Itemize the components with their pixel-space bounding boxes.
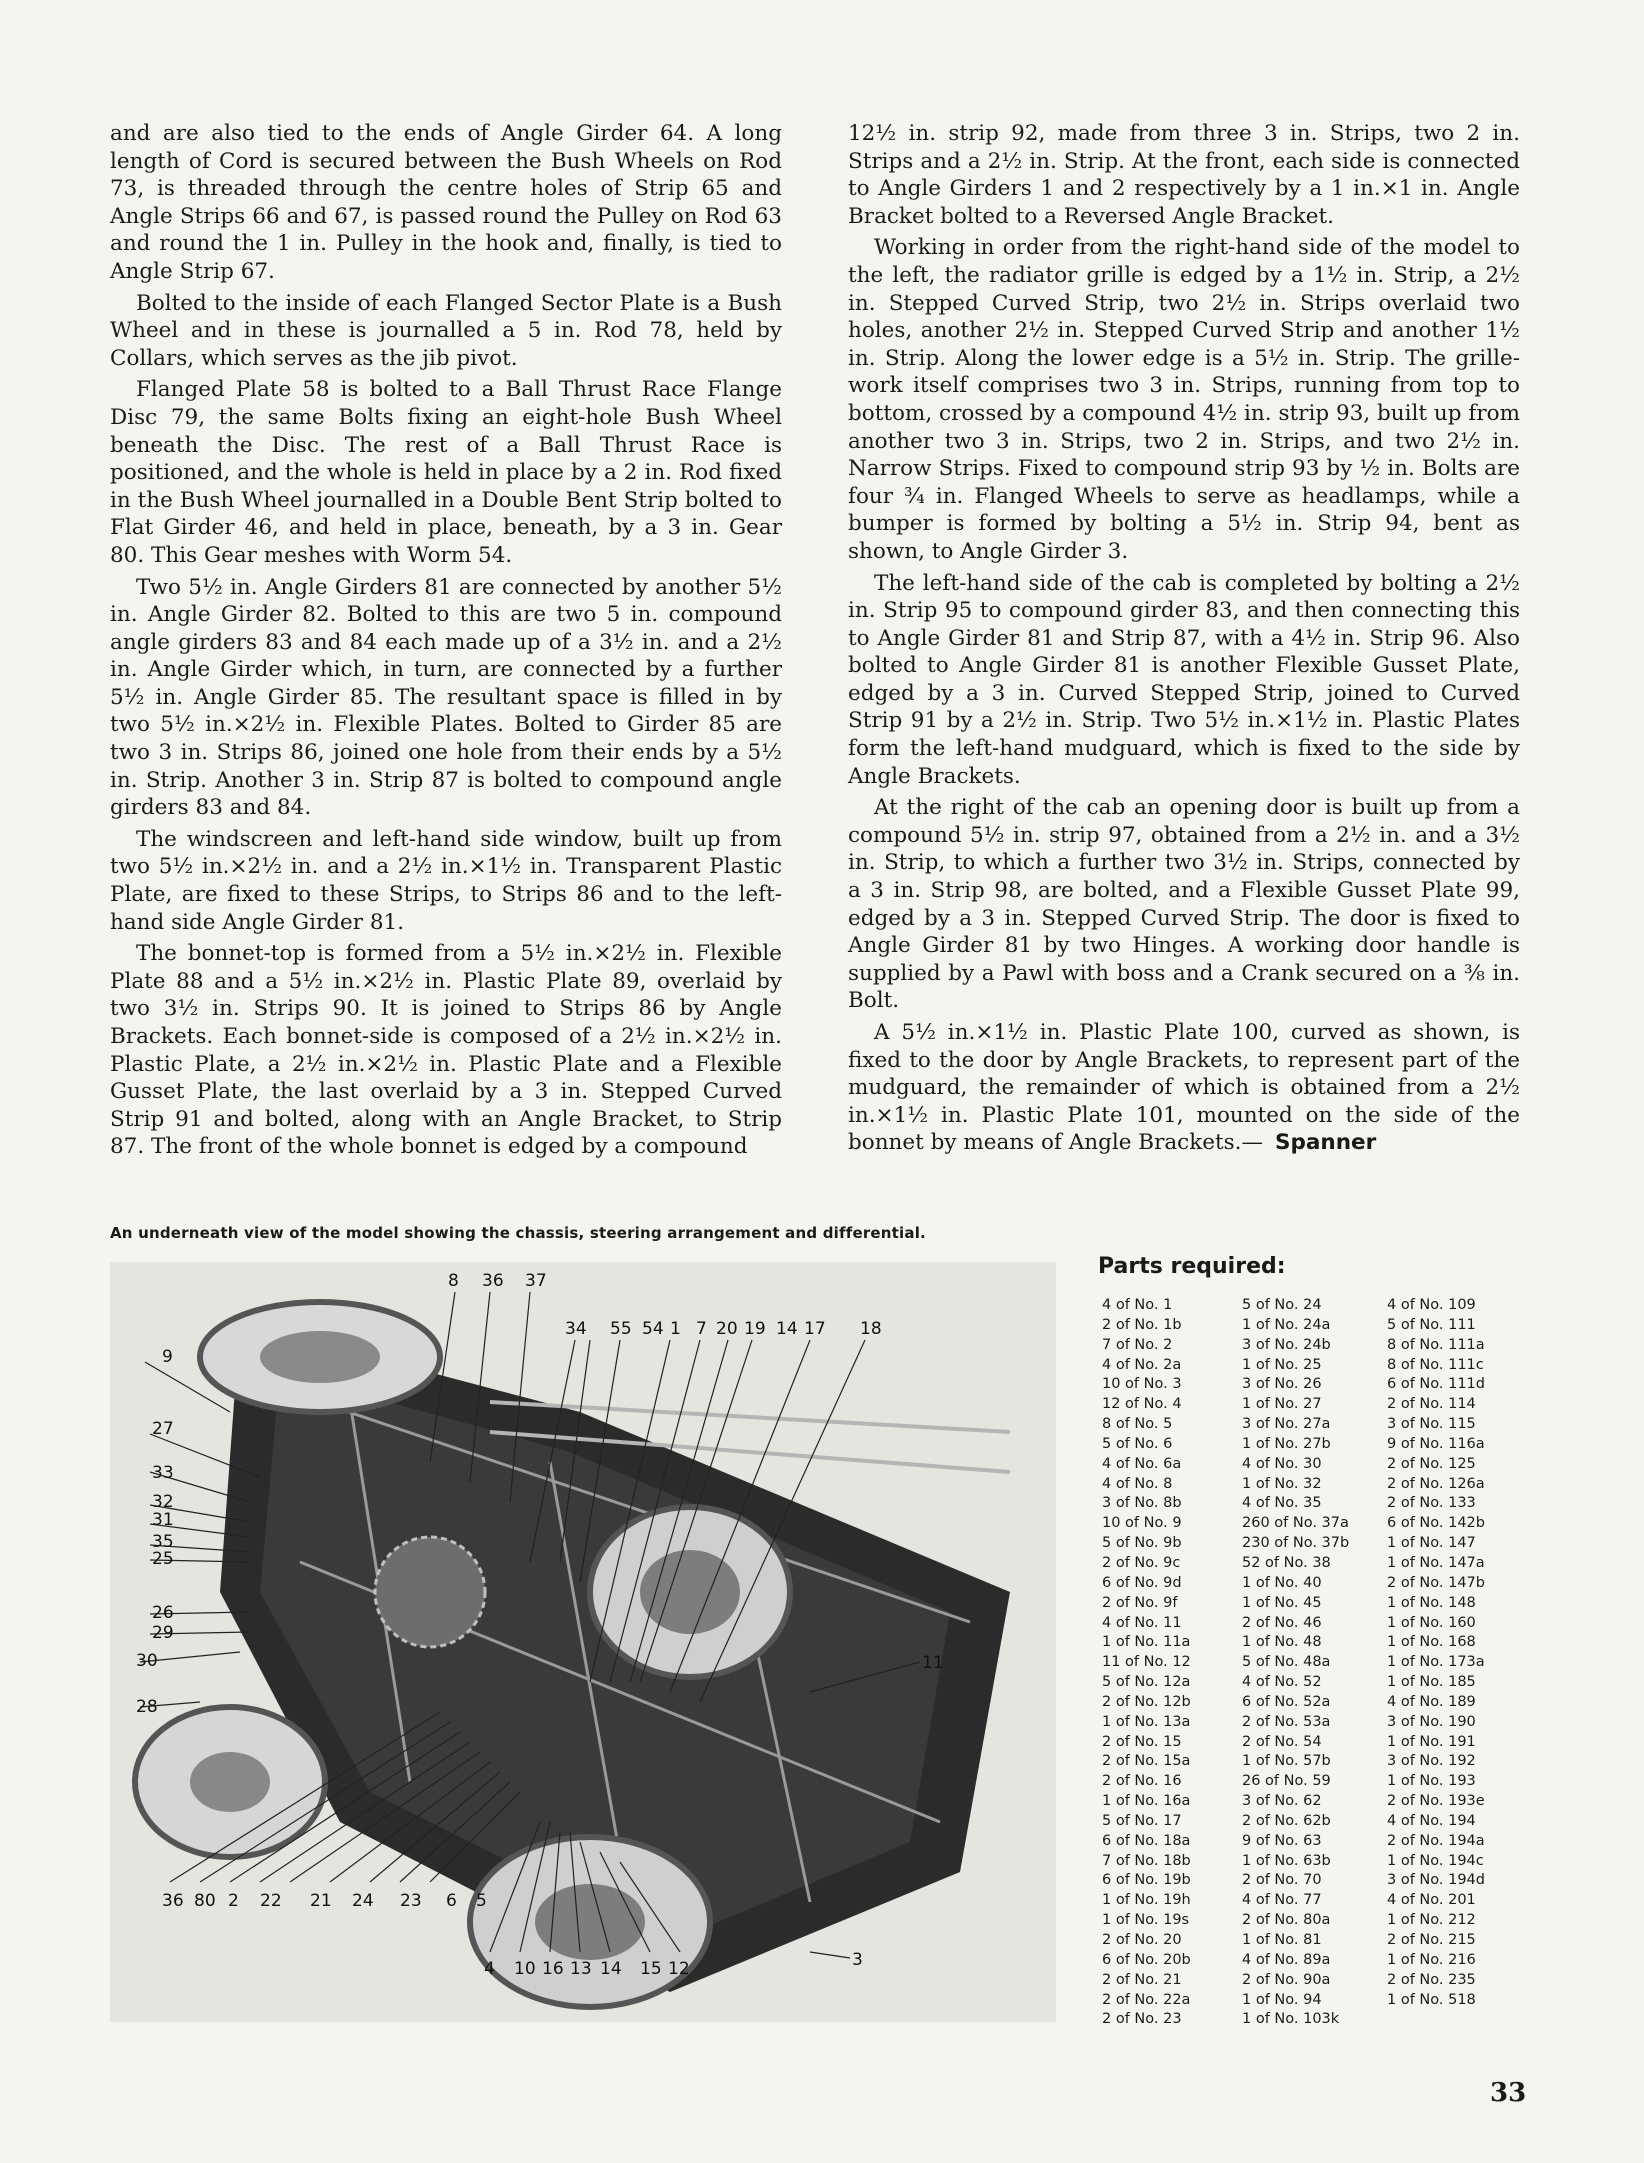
parts-list-item: 3 of No. 62 (1242, 1793, 1322, 1810)
parts-list-item: 1 of No. 16a (1102, 1793, 1191, 1810)
parts-list-item: 2 of No. 21 (1102, 1971, 1182, 1988)
parts-list-item: 1 of No. 81 (1242, 1932, 1322, 1948)
paragraph: and are also tied to the ends of Angle Girder 64. A long length of Cord is secured between the Bush Wheels on Rod 73, is threaded through the centre holes of Strip 65 and Angle Strips 66 and 67, is passed round the Pulley on Rod 63 and round the 1 in. Pulley in the hook and, finally, is tied to Angle Strip 67. (110, 121, 782, 284)
parts-list-item: 5 of No. 12a (1102, 1674, 1191, 1691)
paragraph: 12½ in. strip 92, made from three 3 in. Strips, two 2 in. Strips and a 2½ in. Strip. At the front, each side is connected to Angle Girders 1 and 2 respectively by a 1 in.×1 in. Angle Bracket bolted to a Reversed Angle Bracket. (848, 121, 1520, 229)
parts-list-item: 2 of No. 193e (1387, 1793, 1485, 1810)
author-signature: Spanner (1275, 1130, 1377, 1156)
parts-list-item: 2 of No. 215 (1387, 1932, 1476, 1948)
photo-label: 18 (860, 1319, 882, 1339)
parts-list-item: 2 of No. 125 (1387, 1455, 1476, 1472)
photo-label: 19 (744, 1319, 766, 1339)
photo-label: 54 (642, 1319, 664, 1339)
parts-list-item: 6 of No. 52a (1242, 1693, 1331, 1710)
parts-list-item: 1 of No. 11a (1102, 1634, 1191, 1651)
photo-label: 4 (484, 1959, 495, 1979)
parts-list-item: 2 of No. 9f (1102, 1594, 1178, 1611)
parts-list-item: 4 of No. 109 (1387, 1297, 1476, 1313)
parts-list-item: 52 of No. 38 (1242, 1554, 1331, 1571)
parts-list-item: 4 of No. 6a (1102, 1455, 1182, 1472)
parts-list-item: 1 of No. 40 (1242, 1574, 1322, 1591)
parts-list-item: 10 of No. 9 (1102, 1515, 1182, 1532)
figure-caption: An underneath view of the model showing the chassis, steering arrangement and differential. (110, 1224, 926, 1242)
parts-list-item: 4 of No. 8 (1102, 1475, 1173, 1492)
parts-list-item: 260 of No. 37a (1242, 1515, 1349, 1532)
photo-label: 16 (542, 1959, 564, 1979)
photo-label: 8 (448, 1271, 459, 1291)
parts-list-item: 4 of No. 189 (1387, 1693, 1476, 1710)
parts-list-item: 7 of No. 2 (1102, 1336, 1173, 1353)
parts-list-item: 4 of No. 2a (1102, 1356, 1182, 1373)
parts-column (1102, 1296, 1242, 2030)
chassis-illustration (110, 1262, 1056, 2022)
parts-list-item: 2 of No. 23 (1102, 2011, 1182, 2028)
parts-list-item: 1 of No. 27b (1242, 1435, 1331, 1452)
parts-list-item: 4 of No. 89a (1242, 1951, 1331, 1968)
parts-list-item: 2 of No. 62b (1242, 1812, 1331, 1829)
parts-list-item: 4 of No. 1 (1102, 1297, 1173, 1313)
parts-list (1102, 1296, 1572, 2030)
parts-list-item: 2 of No. 235 (1387, 1971, 1476, 1988)
parts-list-item: 6 of No. 9d (1102, 1574, 1182, 1591)
parts-list-item: 3 of No. 26 (1242, 1376, 1322, 1393)
parts-list-item: 8 of No. 111a (1387, 1336, 1485, 1353)
parts-list-item: 3 of No. 27a (1242, 1416, 1331, 1433)
parts-list-item: 5 of No. 9b (1102, 1535, 1182, 1552)
photo-label: 3 (852, 1950, 863, 1970)
photo-label: 36 (482, 1271, 504, 1291)
parts-list-item: 1 of No. 147 (1387, 1535, 1476, 1552)
parts-list-item: 1 of No. 185 (1387, 1674, 1476, 1691)
parts-list-item: 2 of No. 133 (1387, 1495, 1476, 1512)
parts-list-item: 4 of No. 52 (1242, 1674, 1322, 1691)
photo-label: 55 (610, 1319, 632, 1339)
parts-list-item: 2 of No. 22a (1102, 1991, 1191, 2008)
parts-list-item: 1 of No. 160 (1387, 1614, 1476, 1631)
paragraph: Bolted to the inside of each Flanged Sector Plate is a Bush Wheel and in these is journalled a 5 in. Rod 78, held by Collars, which serves as the jib pivot. (110, 290, 782, 371)
photo-label: 21 (310, 1891, 332, 1911)
photo-label: 27 (152, 1419, 174, 1439)
photo-label: 2 (228, 1891, 239, 1911)
parts-list-item: 1 of No. 48 (1242, 1634, 1322, 1651)
left-text-column (110, 120, 782, 1165)
photo-label: 5 (476, 1891, 487, 1911)
parts-list-item: 6 of No. 142b (1387, 1515, 1485, 1532)
parts-list-item: 5 of No. 48a (1242, 1654, 1331, 1671)
paragraph: Two 5½ in. Angle Girders 81 are connected by another 5½ in. Angle Girder 82. Bolted to this are two 5 in. compound angle girders 83 and 84 each made up of a 3½ in. and a 2½ in. Angle Girder which, in turn, are connected by a further 5½ in. Angle Girder 85. The resultant space is filled in by two 5½ in.×2½ in. Flexible Plates. Bolted to Girder 85 are two 3 in. Strips 86, joined one hole from their ends by a 5½ in. Strip. Another 3 in. Strip 87 is bolted to compound angle girders 83 and 84. (110, 574, 782, 821)
parts-list-item: 6 of No. 20b (1102, 1951, 1191, 1968)
photo-label: 35 (152, 1532, 174, 1552)
photo-label: 13 (570, 1959, 592, 1979)
parts-list-item: 2 of No. 54 (1242, 1733, 1322, 1750)
paragraph: The left-hand side of the cab is completed by bolting a 2½ in. Strip 95 to compound girder 83, and then connecting this to Angle Girder 81 and Strip 87, with a 4½ in. Strip 96. Also bolted to Angle Girder 81 is another Flexible Gusset Plate, edged by a 3 in. Curved Stepped Strip, joined to Curved Strip 91 by a 2½ in. Strip. Two 5½ in.×1½ in. Plastic Plates form the left-hand mudguard, which is fixed to the side by Angle Brackets. (848, 570, 1520, 789)
parts-list-item: 1 of No. 13a (1102, 1713, 1191, 1730)
parts-list-item: 1 of No. 57b (1242, 1753, 1331, 1770)
parts-list-item: 4 of No. 194 (1387, 1812, 1476, 1829)
parts-list-item: 1 of No. 216 (1387, 1951, 1476, 1968)
paragraph: The windscreen and left-hand side window, built up from two 5½ in.×2½ in. and a 2½ in.×1½ in. Transparent Plastic Plate, are fixed to these Strips, to Strips 86 and to the left-hand side Angle Girder 81. (110, 826, 782, 935)
parts-list-item: 3 of No. 24b (1242, 1336, 1331, 1353)
photo-label: 29 (152, 1623, 174, 1643)
parts-list-item: 1 of No. 94 (1242, 1991, 1322, 2008)
parts-list-item: 1 of No. 27 (1242, 1396, 1322, 1413)
photo-label: 14 (600, 1959, 622, 1979)
parts-column (1242, 1296, 1387, 2030)
right-text-column (848, 120, 1520, 1161)
parts-list-item: 4 of No. 77 (1242, 1892, 1322, 1909)
photo-label: 22 (260, 1891, 282, 1911)
parts-list-item: 2 of No. 20 (1102, 1932, 1182, 1948)
parts-list-item: 1 of No. 45 (1242, 1594, 1322, 1611)
photo-label: 31 (152, 1510, 174, 1530)
photo-label: 7 (696, 1319, 707, 1339)
parts-list-item: 3 of No. 8b (1102, 1495, 1182, 1512)
parts-list-item: 6 of No. 111d (1387, 1376, 1485, 1393)
parts-list-item: 1 of No. 173a (1387, 1654, 1485, 1671)
photo-label: 15 (640, 1959, 662, 1979)
parts-list-item: 1 of No. 518 (1387, 1991, 1476, 2008)
paragraph: At the right of the cab an opening door is built up from a compound 5½ in. strip 97, obtained from a 2½ in. and a 3½ in. Strip, to which a further two 3½ in. Strips, connected by a 3 in. Strip 98, are bolted, and a Flexible Gusset Plate 99, edged by a 3 in. Stepped Curved Strip. The door is fixed to Angle Girder 81 by two Hinges. A working door handle is supplied by a Pawl with boss and a Crank secured on a ⅜ in. Bolt. (848, 795, 1520, 1014)
photo-label: 37 (525, 1271, 547, 1291)
parts-list-item: 1 of No. 193 (1387, 1773, 1476, 1790)
parts-list-item: 2 of No. 53a (1242, 1713, 1331, 1730)
parts-column (1387, 1296, 1537, 2030)
parts-list-item: 4 of No. 35 (1242, 1495, 1322, 1512)
paragraph: Flanged Plate 58 is bolted to a Ball Thrust Race Flange Disc 79, the same Bolts fixing an eight-hole Bush Wheel beneath the Disc. The rest of a Ball Thrust Race is positioned, and the whole is held in place by a 2 in. Rod fixed in the Bush Wheel journalled in a Double Bent Strip bolted to Flat Girder 46, and held in place, beneath, by a 3 in. Gear 80. This Gear meshes with Worm 54. (110, 377, 782, 568)
parts-list-item: 5 of No. 24 (1242, 1297, 1322, 1313)
photo-label: 28 (136, 1697, 158, 1717)
parts-list-item: 2 of No. 114 (1387, 1396, 1476, 1413)
parts-list-item: 230 of No. 37b (1242, 1535, 1350, 1552)
photo-label: 34 (565, 1319, 587, 1339)
photo-label: 9 (162, 1347, 173, 1367)
parts-list-item: 3 of No. 115 (1387, 1416, 1476, 1433)
parts-list-item: 2 of No. 147b (1387, 1574, 1485, 1591)
parts-list-item: 1 of No. 25 (1242, 1356, 1322, 1373)
parts-list-item: 8 of No. 111c (1387, 1356, 1484, 1373)
parts-list-item: 3 of No. 194d (1387, 1872, 1485, 1889)
photo-label: 80 (194, 1891, 216, 1911)
photo-label: 26 (152, 1603, 174, 1623)
parts-list-item: 2 of No. 9c (1102, 1554, 1181, 1571)
parts-list-item: 2 of No. 70 (1242, 1872, 1322, 1889)
parts-list-item: 2 of No. 15a (1102, 1753, 1191, 1770)
parts-list-item: 1 of No. 63b (1242, 1852, 1331, 1869)
parts-list-item: 2 of No. 16 (1102, 1773, 1182, 1790)
parts-list-item: 5 of No. 111 (1387, 1316, 1476, 1333)
parts-list-item: 1 of No. 194c (1387, 1852, 1484, 1869)
photo-label: 36 (162, 1891, 184, 1911)
parts-list-item: 2 of No. 46 (1242, 1614, 1322, 1631)
parts-list-item: 1 of No. 19s (1102, 1912, 1190, 1929)
parts-list-item: 5 of No. 6 (1102, 1435, 1173, 1452)
parts-list-item: 1 of No. 168 (1387, 1634, 1476, 1651)
photo-label: 23 (400, 1891, 422, 1911)
parts-list-item: 4 of No. 11 (1102, 1614, 1182, 1631)
model-photo (110, 1262, 1056, 2022)
parts-list-item: 2 of No. 126a (1387, 1475, 1485, 1492)
photo-label: 20 (716, 1319, 738, 1339)
parts-list-item: 10 of No. 3 (1102, 1376, 1182, 1393)
parts-list-item: 5 of No. 17 (1102, 1812, 1182, 1829)
parts-list-item: 1 of No. 19h (1102, 1892, 1191, 1909)
parts-list-item: 1 of No. 148 (1387, 1594, 1476, 1611)
photo-label: 33 (152, 1463, 174, 1483)
paragraph-text: A 5½ in.×1½ in. Plastic Plate 100, curved as shown, is fixed to the door by Angle Brackets, to represent part of the mudguard, the remainder of which is obtained from a 2½ in.×1½ in. Plastic Plate 101, mounted on the side of the bonnet by means of Angle Brackets.— (848, 1020, 1520, 1156)
photo-label: 30 (136, 1651, 158, 1671)
photo-label: 10 (514, 1959, 536, 1979)
parts-list-item: 8 of No. 5 (1102, 1416, 1173, 1433)
parts-list-item: 2 of No. 80a (1242, 1912, 1331, 1929)
photo-label: 6 (446, 1891, 457, 1911)
parts-list-item: 1 of No. 103k (1242, 2011, 1340, 2028)
parts-list-item: 1 of No. 147a (1387, 1554, 1485, 1571)
parts-list-item: 2 of No. 1b (1102, 1316, 1182, 1333)
page-number: 33 (1490, 2078, 1527, 2108)
parts-list-item: 2 of No. 194a (1387, 1832, 1485, 1849)
parts-list-item: 1 of No. 191 (1387, 1733, 1476, 1750)
parts-list-item: 9 of No. 116a (1387, 1435, 1485, 1452)
parts-list-item: 9 of No. 63 (1242, 1832, 1322, 1849)
parts-list-item: 7 of No. 18b (1102, 1852, 1191, 1869)
parts-list-item: 3 of No. 192 (1387, 1753, 1476, 1770)
photo-label: 17 (804, 1319, 826, 1339)
paragraph: Working in order from the right-hand side of the model to the left, the radiator grille is edged by a 1½ in. Strip, a 2½ in. Stepped Curved Strip, two 2½ in. Strips overlaid two holes, another 2½ in. Stepped Curved Strip and another 1½ in. Strip. Along the lower edge is a 5½ in. Strip. The grille-work itself comprises two 3 in. Strips, running from top to bottom, crossed by a compound 4½ in. strip 93, built up from another two 3 in. Strips, two 2 in. Strips, and two 2½ in. Narrow Strips. Fixed to compound strip 93 by ½ in. Bolts are four ¾ in. Flanged Wheels to serve as headlamps, while a bumper is formed by bolting a 5½ in. Strip 94, bent as shown, to Angle Girder 3. (848, 235, 1520, 564)
parts-list-item: 1 of No. 24a (1242, 1316, 1331, 1333)
photo-label: 32 (152, 1492, 174, 1512)
parts-list-item: 3 of No. 190 (1387, 1713, 1476, 1730)
parts-list-item: 12 of No. 4 (1102, 1396, 1182, 1413)
parts-list-item: 6 of No. 19b (1102, 1872, 1191, 1889)
parts-list-item: 6 of No. 18a (1102, 1832, 1191, 1849)
photo-label: 12 (668, 1959, 690, 1979)
photo-label: 24 (352, 1891, 374, 1911)
photo-label: 25 (152, 1549, 174, 1569)
photo-label: 14 (776, 1319, 798, 1339)
parts-heading: Parts required: (1098, 1254, 1286, 1279)
parts-list-item: 2 of No. 90a (1242, 1971, 1331, 1988)
parts-list-item: 4 of No. 201 (1387, 1892, 1476, 1909)
photo-label: 11 (922, 1653, 944, 1673)
paragraph: The bonnet-top is formed from a 5½ in.×2½ in. Flexible Plate 88 and a 5½ in.×2½ in. Plastic Plate 89, overlaid by two 3½ in. Strips 90. It is joined to Strips 86 by Angle Brackets. Each bonnet-side is composed of a 2½ in.×2½ in. Plastic Plate, a 2½ in.×2½ in. Plastic Plate and a Flexible Gusset Plate, the last overlaid by a 3 in. Stepped Curved Strip 91 and bolted, along with an Angle Bracket, to Strip 87. The front of the whole bonnet is edged by a compound (110, 941, 782, 1160)
parts-list-item: 11 of No. 12 (1102, 1654, 1191, 1671)
parts-list-item: 26 of No. 59 (1242, 1773, 1331, 1790)
parts-list-item: 4 of No. 30 (1242, 1455, 1322, 1472)
parts-list-item: 1 of No. 212 (1387, 1912, 1476, 1929)
parts-list-item: 2 of No. 15 (1102, 1733, 1182, 1750)
parts-list-item: 1 of No. 32 (1242, 1475, 1322, 1492)
photo-label: 1 (670, 1319, 681, 1339)
parts-list-item: 2 of No. 12b (1102, 1693, 1191, 1710)
paragraph (848, 1019, 1520, 1157)
